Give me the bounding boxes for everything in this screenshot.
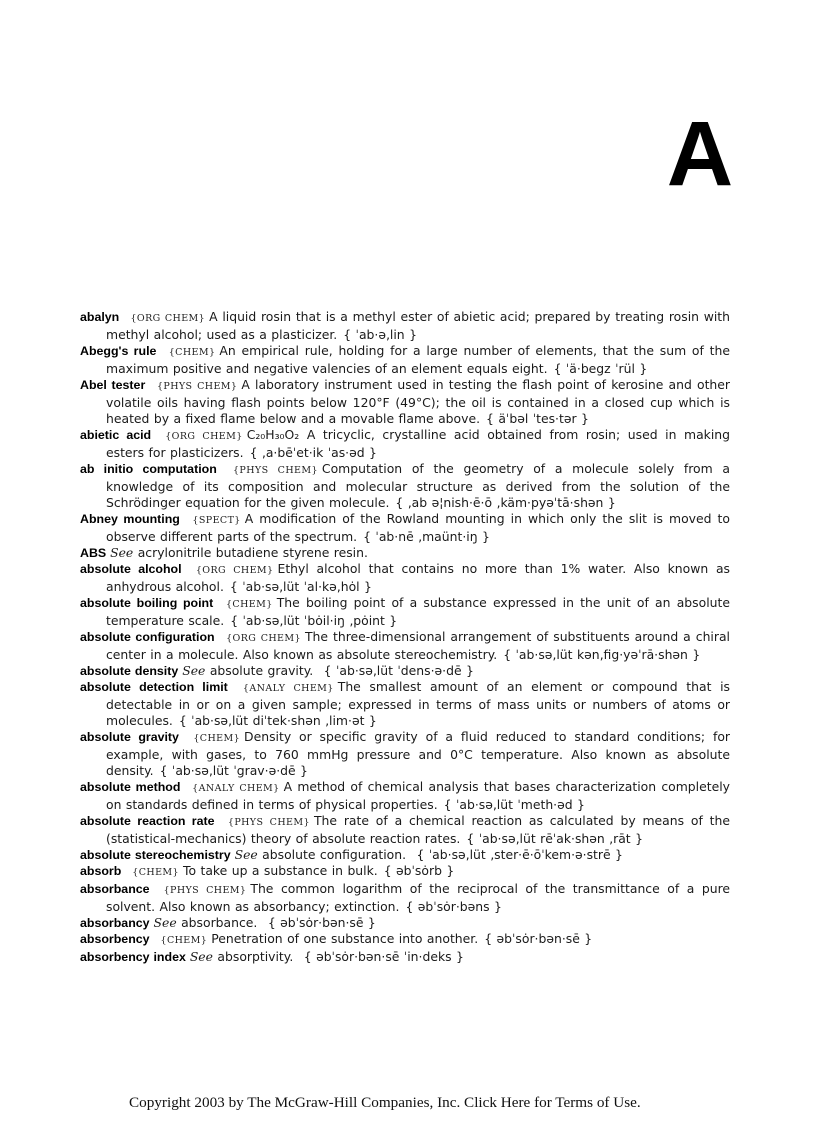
entry-see: See — [153, 915, 182, 930]
glossary-entry — [80, 511, 730, 545]
entry-term: absorb — [80, 864, 126, 878]
entry-term: Abney mounting — [80, 512, 186, 526]
entry-definition: C₂₀H₃₀O₂ A tricyclic, crystalline acid obtained from rosin; used in making esters for plasticizers. — [106, 427, 730, 460]
entry-field: {PHYS CHEM} — [232, 465, 318, 476]
glossary-entry — [80, 915, 730, 931]
entry-term: ab initio computation — [80, 462, 226, 476]
glossary-entry — [80, 545, 730, 561]
glossary-entry — [80, 427, 730, 461]
entry-definition: A liquid rosin that is a methyl ester of abietic acid; prepared by treating rosin with methyl alcohol; used as a plasticizer. — [106, 309, 730, 342]
entry-see: See — [110, 545, 138, 560]
entry-see: See — [189, 949, 218, 964]
glossary-entries — [80, 309, 730, 965]
entry-term: abietic acid — [80, 428, 159, 442]
glossary-entry — [80, 343, 730, 377]
entry-field: {SPECT} — [192, 515, 241, 526]
entry-definition: Ethyl alcohol that contains no more than 1% water. Also known as anhydrous alcohol. — [106, 561, 730, 594]
glossary-entry — [80, 461, 730, 511]
entry-pronunciation: { äˈbəl ˈtes·tər } — [486, 411, 589, 426]
entry-term: Abegg's rule — [80, 344, 162, 358]
entry-term: absolute alcohol — [80, 562, 189, 576]
copyright-notice[interactable] — [129, 1094, 749, 1112]
entry-pronunciation: { əbˈsȯr·bən·sē } — [267, 915, 376, 930]
entry-term: absolute stereochemistry — [80, 848, 235, 862]
entry-field: {PHYS CHEM} — [156, 381, 238, 392]
entry-term: absolute gravity — [80, 730, 187, 744]
entry-definition: The rate of a chemical reaction as calculated by means of the (statistical-mechanics) theory of absolute reaction rates. — [106, 813, 731, 846]
entry-pronunciation: { ˈab·sə‚lüt ˈgrav·ə·dē } — [159, 763, 308, 778]
copyright-text[interactable]: Copyright 2003 by The McGraw-Hill Companies, Inc. Click Here for Terms of Use. — [129, 1094, 641, 1111]
entry-pronunciation: { ˈab·sə‚lüt ˈmeth·əd } — [443, 797, 585, 812]
glossary-entry — [80, 949, 730, 965]
entry-field: {CHEM} — [132, 867, 179, 878]
entry-pronunciation: { ˈab·sə‚lüt rēˈak·shən ‚rāt } — [466, 831, 643, 846]
section-letter: A — [666, 103, 734, 205]
entry-definition: acrylonitrile butadiene styrene resin. — [137, 545, 368, 560]
glossary-entry — [80, 881, 730, 915]
glossary-entry — [80, 847, 730, 863]
entry-pronunciation: { ‚a·bēˈet·ik ˈas·əd } — [249, 445, 377, 460]
entry-field: {CHEM} — [193, 733, 241, 744]
entry-field: {PHYS CHEM} — [227, 817, 310, 828]
entry-term: absolute boiling point — [80, 596, 219, 610]
entry-definition: The smallest amount of an element or compound that is detectable in or on a given sample; expressed in terms of mass units or numbers of atoms or molecules. — [106, 679, 730, 728]
entry-definition: The three-dimensional arrangement of substituents around a chiral center in a molecule. Also known as absolute stereochemistry. — [106, 629, 730, 662]
entry-pronunciation: { ‚ab ə¦nish·ē·ō ‚käm·pyəˈtā·shən } — [395, 495, 616, 510]
glossary-entry — [80, 813, 730, 847]
entry-pronunciation: { əbˈsȯrb } — [383, 863, 455, 878]
glossary-entry — [80, 561, 730, 595]
entry-definition: A laboratory instrument used in testing the flash point of kerosine and other volatile oils having flash points below 120°F (49°C); the oil is contained in a closed cup which is heated by a fixed flame below and a movable flame above. — [106, 377, 730, 426]
entry-pronunciation: { əbˈsȯr·bəns } — [405, 899, 502, 914]
entry-definition: To take up a substance in bulk. — [182, 863, 378, 878]
entry-term: absorbency index — [80, 950, 190, 964]
entry-definition: The boiling point of a substance expressed in the unit of an absolute temperature scale. — [106, 595, 730, 628]
entry-see: See — [182, 663, 210, 678]
glossary-entry — [80, 779, 730, 813]
entry-definition: Penetration of one substance into another. — [211, 931, 479, 946]
glossary-entry — [80, 629, 730, 663]
entry-term: absorbency — [80, 932, 154, 946]
entry-pronunciation: { əbˈsȯr·bən·sē } — [484, 931, 593, 946]
entry-pronunciation: { ˈab·nē ‚maünt·iŋ } — [363, 529, 490, 544]
entry-field: {ORG CHEM} — [130, 313, 206, 324]
entry-term: absolute method — [80, 780, 186, 794]
entry-term: abalyn — [80, 310, 124, 324]
entry-pronunciation: { əbˈsȯr·bən·sē ˈin·deks } — [303, 949, 464, 964]
entry-term: absolute density — [80, 664, 183, 678]
entry-definition: A method of chemical analysis that bases characterization completely on standards defined in terms of physical properties. — [106, 779, 730, 812]
glossary-entry — [80, 377, 730, 427]
glossary-entry — [80, 729, 730, 779]
glossary-entry — [80, 679, 730, 729]
entry-definition: A modification of the Rowland mounting in which only the slit is moved to observe different parts of the spectrum. — [106, 511, 730, 544]
entry-definition: The common logarithm of the reciprocal of the transmittance of a pure solvent. Also known as absorbancy; extinction. — [106, 881, 731, 914]
entry-definition: absolute configuration. — [262, 847, 411, 862]
entry-term: ABS — [80, 546, 111, 560]
entry-field: {CHEM} — [168, 347, 216, 358]
glossary-entry — [80, 595, 730, 629]
entry-term: absolute configuration — [80, 630, 220, 644]
entry-definition: absolute gravity. — [209, 663, 318, 678]
entry-term: Abel tester — [80, 378, 150, 392]
entry-pronunciation: { ˈä·begz ˈrül } — [553, 361, 648, 376]
entry-definition: absorbance. — [181, 915, 262, 930]
entry-definition: Computation of the geometry of a molecule solely from a knowledge of its composition and molecular structure as derived from the solution of the Schrödinger equation for the given molecule. — [106, 461, 730, 510]
glossary-entry — [80, 931, 730, 949]
entry-term: absorbancy — [80, 916, 154, 930]
entry-definition: Density or specific gravity of a fluid reduced to standard conditions; for example, with gases, to 760 mmHg pressure and 0°C temperature. Also known as absolute density. — [106, 729, 730, 778]
entry-pronunciation: { ˈab·ə‚lin } — [343, 327, 417, 342]
entry-term: absolute reaction rate — [80, 814, 221, 828]
entry-see: See — [234, 847, 263, 862]
entry-field: {ORG CHEM} — [195, 565, 274, 576]
entry-field: {ORG CHEM} — [165, 431, 243, 442]
glossary-entry — [80, 309, 730, 343]
entry-field: {ANALY CHEM} — [192, 783, 280, 794]
entry-pronunciation: { ˈab·sə‚lüt ˈdens·ə·dē } — [323, 663, 474, 678]
entry-field: {ANALY CHEM} — [242, 683, 334, 694]
entry-definition: absorptivity. — [217, 949, 298, 964]
entry-pronunciation: { ˈab·sə‚lüt diˈtek·shən ‚lim·ət } — [178, 713, 377, 728]
entry-pronunciation: { ˈab·sə‚lüt kən‚fig·yəˈrā·shən } — [503, 647, 701, 662]
entry-field: {PHYS CHEM} — [163, 885, 247, 896]
entry-pronunciation: { ˈab·sə‚lüt ˈbȯil·iŋ ‚pȯint } — [230, 613, 398, 628]
entry-pronunciation: { ˈab·sə‚lüt ‚ster·ē·ōˈkem·ə·strē } — [416, 847, 623, 862]
entry-pronunciation: { ˈab·sə‚lüt ˈal·kə‚hȯl } — [229, 579, 372, 594]
glossary-entry — [80, 663, 730, 679]
entry-field: {CHEM} — [225, 599, 273, 610]
entry-term: absolute detection limit — [80, 680, 236, 694]
entry-field: {ORG CHEM} — [226, 633, 301, 644]
entry-field: {CHEM} — [160, 935, 208, 946]
entry-term: absorbance — [80, 882, 157, 896]
entry-definition: An empirical rule, holding for a large number of elements, that the sum of the maximum positive and negative valencies of an element equals eight. — [106, 343, 730, 376]
glossary-entry — [80, 863, 730, 881]
